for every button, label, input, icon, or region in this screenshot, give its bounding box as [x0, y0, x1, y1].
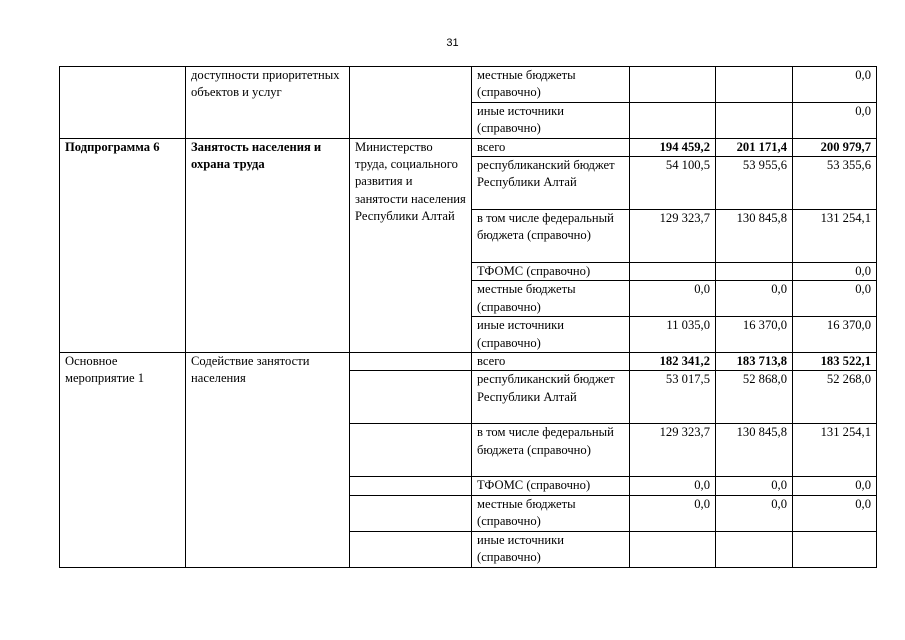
value-cell: [793, 531, 877, 567]
page-number: 31: [446, 37, 459, 49]
value-cell: 53 017,5: [630, 371, 716, 424]
value-cell: [716, 531, 793, 567]
source-cell: в том числе федеральный бюджета (справочно): [472, 424, 630, 477]
value-cell: 53 355,6: [793, 157, 877, 210]
type-cell: [60, 67, 186, 139]
value-cell: 0,0: [793, 477, 877, 495]
value-cell: 182 341,2: [630, 353, 716, 371]
value-cell: 131 254,1: [793, 210, 877, 263]
source-cell: республиканский бюджет Республики Алтай: [472, 157, 630, 210]
source-cell: местные бюджеты (справочно): [472, 67, 630, 103]
value-cell: 54 100,5: [630, 157, 716, 210]
source-cell: местные бюджеты (справочно): [472, 495, 630, 531]
value-cell: 0,0: [716, 281, 793, 317]
executor-cell: [350, 67, 472, 139]
table-row: [60, 353, 877, 371]
source-cell: иные источники (справочно): [472, 102, 630, 138]
value-cell: 130 845,8: [716, 424, 793, 477]
value-cell: 11 035,0: [630, 317, 716, 353]
executor-cell: [350, 531, 472, 567]
value-cell: 0,0: [630, 281, 716, 317]
value-cell: 0,0: [793, 495, 877, 531]
value-cell: 52 268,0: [793, 371, 877, 424]
source-cell: всего: [472, 353, 630, 371]
source-cell: местные бюджеты (справочно): [472, 281, 630, 317]
measure-type-cell: Основное мероприятие 1: [60, 353, 186, 567]
value-cell: [716, 263, 793, 281]
table-row: [60, 67, 877, 103]
value-cell: 183 522,1: [793, 353, 877, 371]
source-cell: в том числе федеральный бюджета (справочно): [472, 210, 630, 263]
source-cell: ТФОМС (справочно): [472, 477, 630, 495]
value-cell: 0,0: [716, 477, 793, 495]
subprogram-type-cell: Подпрограмма 6: [60, 138, 186, 352]
table-row: [60, 138, 877, 156]
value-cell: [716, 67, 793, 103]
source-cell: ТФОМС (справочно): [472, 263, 630, 281]
value-cell: 16 370,0: [793, 317, 877, 353]
value-cell: 194 459,2: [630, 138, 716, 156]
value-cell: 129 323,7: [630, 424, 716, 477]
value-cell: 129 323,7: [630, 210, 716, 263]
executor-cell: [350, 477, 472, 495]
value-cell: 0,0: [793, 67, 877, 103]
value-cell: 0,0: [716, 495, 793, 531]
value-cell: 0,0: [630, 477, 716, 495]
value-cell: 16 370,0: [716, 317, 793, 353]
value-cell: [630, 67, 716, 103]
value-cell: 53 955,6: [716, 157, 793, 210]
value-cell: [630, 263, 716, 281]
source-cell: республиканский бюджет Республики Алтай: [472, 371, 630, 424]
value-cell: 0,0: [793, 281, 877, 317]
value-cell: 0,0: [630, 495, 716, 531]
source-cell: иные источники (справочно): [472, 531, 630, 567]
executor-cell: [350, 424, 472, 477]
executor-cell: [350, 371, 472, 424]
value-cell: 183 713,8: [716, 353, 793, 371]
source-cell: всего: [472, 138, 630, 156]
executor-cell: [350, 495, 472, 531]
value-cell: 201 171,4: [716, 138, 793, 156]
description-cell: доступности приоритетных объектов и услуг: [186, 67, 350, 139]
value-cell: [716, 102, 793, 138]
source-cell: иные источники (справочно): [472, 317, 630, 353]
value-cell: 130 845,8: [716, 210, 793, 263]
subprogram-name-cell: Занятость населения и охрана труда: [186, 138, 350, 352]
value-cell: 0,0: [793, 263, 877, 281]
measure-name-cell: Содействие занятости населения: [186, 353, 350, 567]
executor-cell: Министерство труда, социального развития и занятости населения Республики Алтай: [350, 138, 472, 352]
value-cell: [630, 102, 716, 138]
value-cell: [630, 531, 716, 567]
budget-table: [59, 66, 877, 568]
executor-cell: [350, 353, 472, 371]
value-cell: 200 979,7: [793, 138, 877, 156]
value-cell: 0,0: [793, 102, 877, 138]
value-cell: 52 868,0: [716, 371, 793, 424]
value-cell: 131 254,1: [793, 424, 877, 477]
